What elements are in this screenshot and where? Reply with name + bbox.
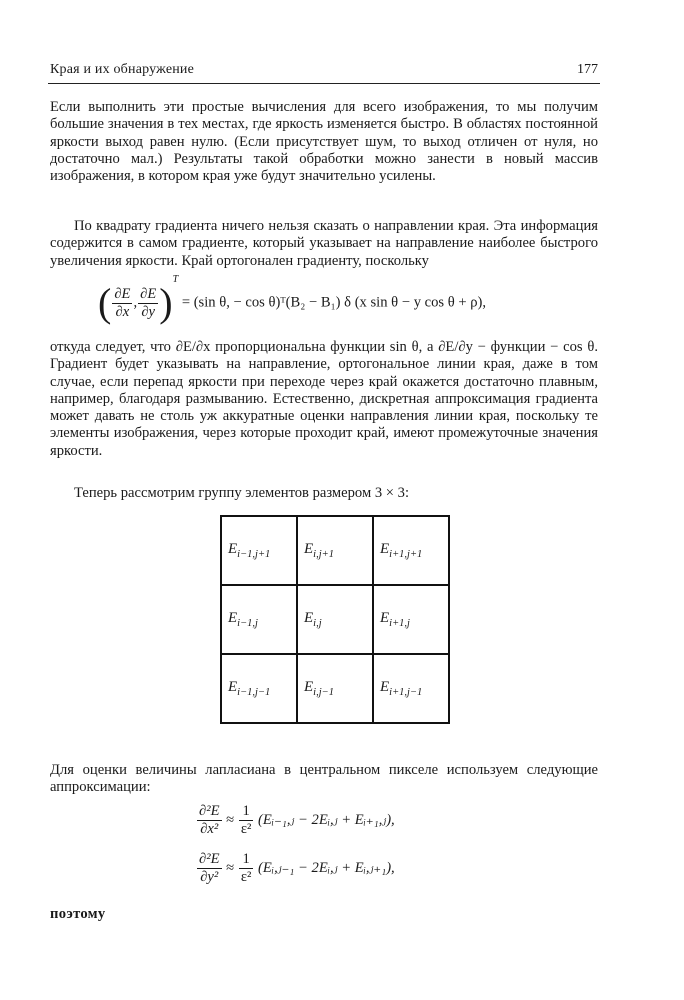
fraction-1-eps2-y: $\frac{1}{\text{ε²}}$ [240, 851, 252, 885]
fraction-de-dy: $\frac{\partial E}{\partial y}$ [140, 285, 157, 320]
laplacian-y-rhs: (Eᵢ,ⱼ₋₁ − 2Eᵢ,ⱼ + Eᵢ,ⱼ₊₁), [258, 859, 395, 876]
grid-cell: $E_{i,j+1}$ [297, 516, 373, 585]
fraction-de-dx: $\frac{\partial E}{\partial x}$ [114, 285, 131, 320]
conclusion-word: поэтому [50, 906, 106, 922]
paragraph-1: Если выполнить эти простые вычисления для всего изображения, то мы получим большие значения в тех местах, где яркость изменяется быстро. В областях постоянной яркости выход равен нулю. (Если присутствует шум, то выход отличен от нуля, но достаточно мал.) Результаты такой обработки можно занести в новый массив изображения, в котором края уже будут значительно усилены. [50, 99, 598, 185]
header-rule [48, 83, 600, 84]
fraction-d2e-dx2: $\frac{\text{∂²E}}{\text{∂x²}}$ [199, 803, 220, 837]
grid-cell: $E_{i-1,j+1}$ [221, 516, 297, 585]
grid-cell: $E_{i,j-1}$ [297, 654, 373, 723]
grid-cell: $E_{i-1,j}$ [221, 585, 297, 654]
paragraph-5: Для оценки величины лапласиана в центральном пикселе используем следующие аппроксимации: [50, 762, 598, 796]
grid-cell: $E_{i+1,j-1}$ [373, 654, 449, 723]
gradient-formula-rhs: = (sin θ, − cos θ)ᵀ(B₂ − B₁) δ (x sin θ − y cos θ + ρ), [181, 294, 487, 311]
paragraph-3: откуда следует, что ∂E/∂x пропорциональна функции sin θ, а ∂E/∂y − функции − cos θ. Градиент будет указывать на направление, ортогональное линии края, даже в том случае, если перепад яркости при переходе через край окажется достаточно плавным, например, благодаря размыванию. Естественно, дискретная аппроксимация градиента может давать не столь уж аккуратные оценки направления линии края, поскольку те элементы изображения, через которые проходит край, имеют промежуточные значения яркости. [50, 339, 598, 459]
running-head [50, 62, 598, 82]
grid-cell: $E_{i,j}$ [297, 585, 373, 654]
grid-row [221, 516, 449, 585]
paragraph-4: Теперь рассмотрим группу элементов размером 3 × 3: [74, 485, 410, 501]
page-number: 177 [577, 62, 598, 77]
gradient-formula: ( $\frac{\partial E}{\partial x}$ , $\frac{\partial E}{\partial y}$ )$^T$ = (sin θ, − cos θ)ᵀ(B₂ − B₁) δ (x sin θ − y cos θ + ρ), [98, 274, 487, 325]
fraction-1-eps2: $\frac{1}{\text{ε²}}$ [240, 803, 252, 837]
paragraph-2: По квадрату градиента ничего нельзя сказать о направлении края. Эта информация содержится в самом градиенте, который указывает на направление наиболее быстрого увеличения яркости. Край ортогонален градиенту, поскольку [50, 218, 598, 269]
right-paren: ) [159, 280, 173, 325]
grid-row [221, 585, 449, 654]
grid-cell: $E_{i-1,j-1}$ [221, 654, 297, 723]
grid-cell: $E_{i+1,j+1}$ [373, 516, 449, 585]
running-title: Края и их обнаружение [50, 62, 195, 77]
left-paren: ( [98, 280, 112, 325]
laplacian-x-formula: $\frac{\text{∂²E}}{\text{∂x²}}$ ≈ $\frac{1}{\text{ε²}}$ (Eᵢ₋₁,ⱼ − 2Eᵢ,ⱼ + Eᵢ₊₁,ⱼ), [199, 803, 395, 837]
laplacian-y-formula: $\frac{\text{∂²E}}{\text{∂y²}}$ ≈ $\frac{1}{\text{ε²}}$ (Eᵢ,ⱼ₋₁ − 2Eᵢ,ⱼ + Eᵢ,ⱼ₊₁), [199, 851, 395, 885]
laplacian-x-rhs: (Eᵢ₋₁,ⱼ − 2Eᵢ,ⱼ + Eᵢ₊₁,ⱼ), [258, 811, 395, 828]
fraction-d2e-dy2: $\frac{\text{∂²E}}{\text{∂y²}}$ [199, 851, 220, 885]
grid-row [221, 654, 449, 723]
grid-cell: $E_{i+1,j}$ [373, 585, 449, 654]
pixel-grid-3x3 [220, 515, 450, 724]
